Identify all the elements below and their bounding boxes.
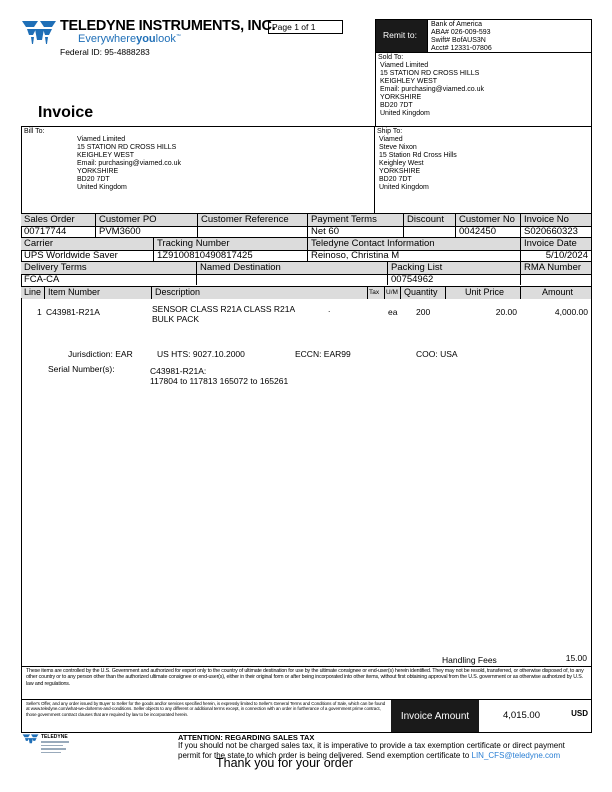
ship-to-line: Steve Nixon xyxy=(379,144,417,151)
tagline-part-3: look xyxy=(155,33,176,45)
remit-line: Bank of America xyxy=(431,21,482,28)
sold-to-line: Email: purchasing@viamed.co.uk xyxy=(380,86,484,93)
value-packing-list: 00754962 xyxy=(388,274,521,285)
bill-to-line: United Kingdom xyxy=(77,184,127,191)
serial-item: C43981-R21A: xyxy=(150,366,207,376)
remit-line: ABA# 026-009-593 xyxy=(431,29,491,36)
company-name: TELEDYNE INSTRUMENTS, INC. xyxy=(60,18,276,34)
header-customer-reference: Customer Reference xyxy=(198,214,308,226)
bill-to-box xyxy=(21,126,375,214)
sold-to-line: 15 STATION RD CROSS HILLS xyxy=(380,70,480,77)
sold-to-label: Sold To: xyxy=(378,54,404,61)
handling-fees-label: Handling Fees xyxy=(442,655,497,665)
line-item-um: ea xyxy=(388,307,398,317)
value-contact: Reinoso, Christina M xyxy=(308,250,521,261)
ship-to-line: Viamed xyxy=(379,136,403,143)
eccn: ECCN: EAR99 xyxy=(295,349,351,359)
bill-to-line: BD20 7DT xyxy=(77,176,110,183)
bill-to-label: Bill To: xyxy=(24,128,45,135)
header-customer-po: Customer PO xyxy=(96,214,198,226)
company-logo xyxy=(22,18,58,48)
header-customer-no: Customer No xyxy=(456,214,521,226)
header-invoice-no: Invoice No xyxy=(521,214,591,226)
invoice-amount-label-box xyxy=(391,700,479,733)
grid3-header-row xyxy=(21,261,591,275)
bill-to-line: YORKSHIRE xyxy=(77,168,119,175)
handling-fees-value: 15.00 xyxy=(565,653,587,663)
trademark-symbol: ™ xyxy=(175,33,181,40)
invoice-currency: USD xyxy=(571,709,588,718)
value-discount xyxy=(404,226,456,237)
bill-to-line: Email: purchasing@viamed.co.uk xyxy=(77,160,181,167)
bill-to-line: 15 STATION RD CROSS HILLS xyxy=(77,144,177,151)
page-number: Page 1 of 1 xyxy=(272,22,316,32)
invoice-amount-label: Invoice Amount xyxy=(400,711,470,722)
header-um: U/M xyxy=(385,287,401,299)
value-tracking-number: 1Z9100810490817425 xyxy=(154,250,308,261)
value-sales-order: 00717744 xyxy=(21,226,96,237)
line-item-amount: 4,000.00 xyxy=(554,307,588,317)
header-invoice-date: Invoice Date xyxy=(521,238,591,250)
header-description: Description xyxy=(152,287,368,299)
ship-to-line: United Kingdom xyxy=(379,184,429,191)
header-line: Line xyxy=(21,287,45,299)
bill-to-line: KEIGHLEY WEST xyxy=(77,152,135,159)
export-notice-box xyxy=(21,667,592,700)
footer-teledyne-logo-icon xyxy=(22,733,40,747)
header-unit-price: Unit Price xyxy=(446,287,521,299)
page-number-box xyxy=(268,20,343,34)
value-rma-number xyxy=(521,274,591,285)
header-tracking-number: Tracking Number xyxy=(154,238,308,250)
header-amount: Amount xyxy=(521,287,591,299)
sold-to-box xyxy=(375,53,592,126)
header-payment-terms: Payment Terms xyxy=(308,214,404,226)
line-items-frame xyxy=(21,298,592,667)
header-item-number: Item Number xyxy=(45,287,152,299)
sold-to-line: BD20 7DT xyxy=(380,102,413,109)
grid2-header-row xyxy=(21,237,591,251)
bill-to-line: Viamed Limited xyxy=(77,136,126,143)
terms-notice: Seller's Offer, and any order issued by Buyer to Seller for the goods and/or services specified herein, is expressly limited to Seller's General Terms and Conditions of Sale, which can be found at www.teledyne.com/what-we-do/terms-and-conditions. Seller objects to any different or additional terms except, in connection with an order in furtherance of a government prime contract, those government contract clauses that are required by law to be incorporated herein. xyxy=(26,701,386,717)
line-item-number: 1 xyxy=(37,307,42,317)
header-quantity: Quantity xyxy=(401,287,446,299)
line-item-quantity: 200 xyxy=(416,307,431,317)
value-customer-no: 0042450 xyxy=(456,226,521,237)
ship-to-box xyxy=(375,126,592,214)
line-item-description-dot: . xyxy=(328,304,331,314)
sold-to-line: YORKSHIRE xyxy=(380,94,422,101)
ship-to-line: 15 Station Rd Cross Hills xyxy=(379,152,457,159)
header-carrier: Carrier xyxy=(21,238,154,250)
header-tax: Tax xyxy=(368,287,385,299)
header-packing-list: Packing List xyxy=(388,262,521,274)
ship-to-line: YORKSHIRE xyxy=(379,168,421,175)
serial-numbers-label: Serial Number(s): xyxy=(48,364,115,374)
header-rma-number: RMA Number xyxy=(521,262,591,274)
remit-to-box xyxy=(428,19,592,53)
sold-to-line: United Kingdom xyxy=(380,110,430,117)
thank-you-message: Thank you for your order xyxy=(216,756,353,770)
sold-to-line: KEIGHLEY WEST xyxy=(380,78,438,85)
header-contact-information: Teledyne Contact Information xyxy=(308,238,521,250)
value-payment-terms: Net 60 xyxy=(308,226,404,237)
remit-line: Acct# 12331-07806 xyxy=(431,45,492,52)
value-delivery-terms: FCA-CA xyxy=(21,274,197,285)
value-customer-reference xyxy=(198,226,308,237)
footer-logo-bars xyxy=(41,741,69,753)
remit-line: Swift# BofAUS3N xyxy=(431,37,486,44)
attention-text: If you should not be charged sales tax, it is imperative to provide a tax exemption certificate or direct payment permit for the state to which order is being delivered. Send exemption certificate to xyxy=(178,741,565,760)
invoice-amount-value: 4,015.00 xyxy=(503,710,540,721)
line-item-unit-price: 20.00 xyxy=(495,307,517,317)
value-carrier: UPS Worldwide Saver xyxy=(21,250,154,261)
ship-to-label: Ship To: xyxy=(377,128,403,135)
country-of-origin: COO: USA xyxy=(416,349,458,359)
remit-to-label-box xyxy=(375,19,428,53)
value-named-destination xyxy=(197,274,388,285)
us-hts: US HTS: 9027.10.2000 xyxy=(157,349,245,359)
teledyne-logo-icon xyxy=(22,18,58,48)
invoice-amount-box xyxy=(479,700,592,733)
jurisdiction: Jurisdiction: EAR xyxy=(68,349,133,359)
header-named-destination: Named Destination xyxy=(197,262,388,274)
header-discount: Discount xyxy=(404,214,456,226)
tagline-part-2: you xyxy=(136,33,156,45)
export-notice: These items are controlled by the U.S. Government and authorized for export only to the country of ultimate destination for use by the ultimate consignee or end-user(s) herein identified. They may not be resold, transferred, or otherwise disposed of, to any other country or to any person other than the authorized ultimate consignee or end-user(s), either in their original form or after being incorporated into other items, without first obtaining approval from the U.S. government or as otherwise authorized by U.S. law and regulations. xyxy=(26,668,584,687)
line-item-description-2: BULK PACK xyxy=(152,314,200,324)
sold-to-line: Viamed Limited xyxy=(380,62,429,69)
tagline-part-1: Everywhere xyxy=(78,33,137,45)
ship-to-line: Keighley West xyxy=(379,160,424,167)
remit-to-label: Remit to: xyxy=(383,30,418,40)
value-invoice-no: S020660323 xyxy=(524,226,578,237)
grid1-value-row xyxy=(21,226,591,237)
attention-title: ATTENTION: REGARDING SALES TAX xyxy=(178,733,315,742)
serial-values: 117804 to 117813 165072 to 165261 xyxy=(150,376,289,386)
exemption-email-link[interactable]: LIN_CFS@teledyne.com xyxy=(471,750,561,760)
terms-notice-box xyxy=(21,700,391,733)
line-item-part: C43981-R21A xyxy=(46,307,100,317)
grid2-value-row xyxy=(21,250,591,261)
grid3-value-row xyxy=(21,274,591,285)
footer-logo-text: TELEDYNE xyxy=(41,734,68,740)
footer-logo xyxy=(22,733,72,761)
line-item-description: SENSOR CLASS R21A CLASS R21A xyxy=(152,304,296,314)
value-invoice-date: 5/10/2024 xyxy=(545,250,588,261)
federal-id: Federal ID: 95-4888283 xyxy=(60,47,150,57)
value-customer-po: PVM3600 xyxy=(96,226,198,237)
header-delivery-terms: Delivery Terms xyxy=(21,262,197,274)
company-tagline xyxy=(78,33,181,45)
ship-to-line: BD20 7DT xyxy=(379,176,412,183)
document-title: Invoice xyxy=(38,104,94,121)
header-sales-order: Sales Order xyxy=(21,214,96,226)
